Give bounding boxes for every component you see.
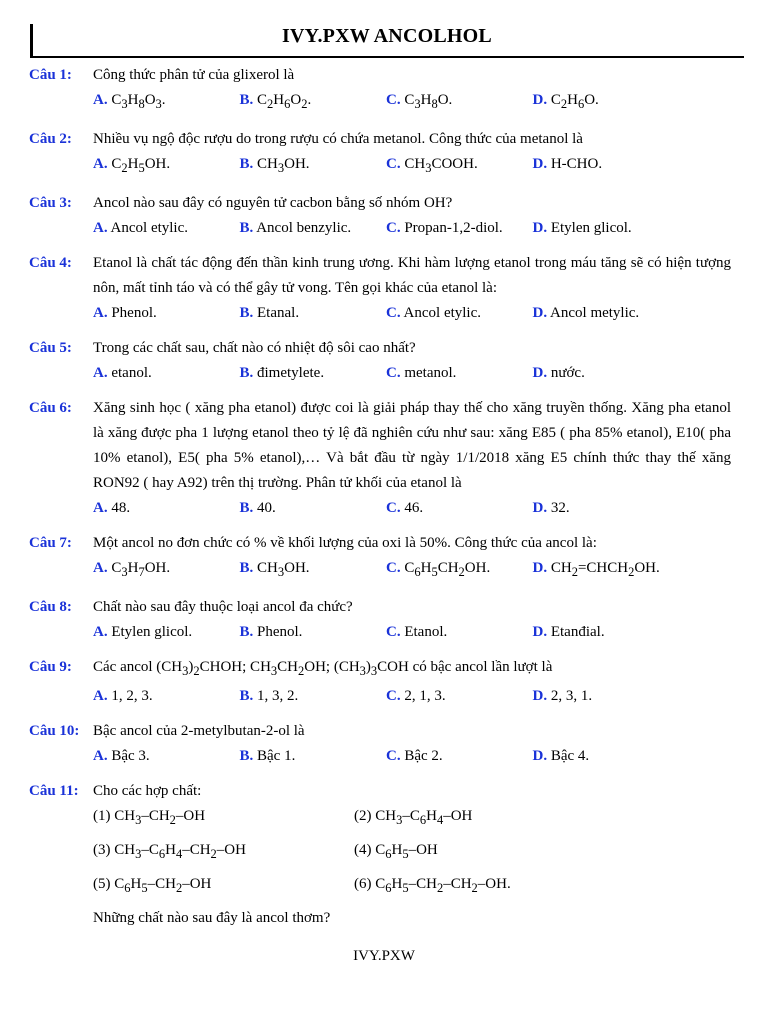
question-stem bbox=[29, 595, 731, 620]
question-number: Câu 9: bbox=[29, 659, 72, 675]
question-11-prompt: Những chất nào sau đây là ancol thơm? bbox=[93, 910, 331, 926]
question-11 bbox=[29, 779, 731, 931]
option-text: $C_3H_8O_3$. bbox=[111, 92, 166, 111]
option-letter: D. bbox=[532, 156, 548, 172]
answer-option bbox=[533, 620, 680, 645]
option-text: Ancol etylic. bbox=[110, 220, 189, 236]
option-text: Bậc 1. bbox=[257, 748, 296, 764]
compound-item: (1) $CH_3-CH_2-OH$ bbox=[93, 808, 206, 827]
answer-options bbox=[93, 88, 731, 117]
option-letter: D. bbox=[532, 220, 548, 236]
option-text: Etanol. bbox=[404, 624, 448, 640]
option-letter: B. bbox=[239, 220, 254, 236]
option-letter: A. bbox=[93, 92, 108, 108]
option-text: $C_2H_5OH$. bbox=[111, 156, 171, 175]
question-stem bbox=[29, 396, 731, 496]
option-text: Ancol metylic. bbox=[550, 305, 640, 321]
question-text: Bậc ancol của 2-metylbutan-2-ol là bbox=[93, 723, 305, 739]
answer-option bbox=[93, 620, 240, 645]
option-letter: D. bbox=[532, 624, 548, 640]
answer-option bbox=[240, 496, 387, 521]
option-letter: B. bbox=[239, 92, 254, 108]
option-text: $CH_3OH$. bbox=[257, 560, 310, 579]
option-letter: A. bbox=[93, 500, 108, 516]
question-number: Câu 4: bbox=[29, 255, 72, 271]
answer-option bbox=[240, 361, 387, 386]
compound-item: (2) $CH_3-C_6H_4-OH$ bbox=[354, 808, 473, 827]
option-letter: D. bbox=[532, 305, 548, 321]
compound-list bbox=[93, 804, 731, 901]
option-letter: A. bbox=[93, 560, 108, 576]
answer-options bbox=[93, 361, 731, 386]
question-number: Câu 2: bbox=[29, 131, 72, 147]
answer-option bbox=[93, 301, 240, 326]
option-letter: C. bbox=[386, 748, 401, 764]
option-letter: D. bbox=[532, 688, 548, 704]
question-7 bbox=[29, 531, 731, 585]
option-letter: A. bbox=[93, 156, 108, 172]
compound-item: (5) $C_6H_5-CH_2-OH$ bbox=[93, 876, 212, 895]
option-letter: B. bbox=[239, 365, 254, 381]
answer-options bbox=[93, 744, 731, 769]
option-letter: C. bbox=[386, 220, 401, 236]
option-text: $CH_3OH$. bbox=[257, 156, 310, 175]
question-5 bbox=[29, 336, 731, 386]
question-1 bbox=[29, 63, 731, 117]
question-stem bbox=[29, 251, 731, 301]
answer-option bbox=[386, 744, 533, 769]
question-text: Công thức phân tử của glixerol là bbox=[93, 67, 295, 83]
answer-option bbox=[240, 88, 387, 117]
answer-option bbox=[533, 684, 680, 709]
answer-option bbox=[533, 88, 680, 117]
option-text: 46. bbox=[404, 500, 424, 516]
answer-option bbox=[386, 496, 533, 521]
answer-option bbox=[386, 556, 533, 585]
question-number: Câu 11: bbox=[29, 783, 79, 799]
answer-option bbox=[386, 216, 533, 241]
question-10 bbox=[29, 719, 731, 769]
question-text: Trong các chất sau, chất nào có nhiệt độ sôi cao nhất? bbox=[93, 340, 416, 356]
answer-option bbox=[240, 216, 387, 241]
option-text: nước. bbox=[550, 365, 585, 381]
answer-option bbox=[240, 684, 387, 709]
answer-option bbox=[93, 216, 240, 241]
question-number: Câu 5: bbox=[29, 340, 72, 356]
question-text: Một ancol no đơn chức có % về khối lượng của oxi là 50%. Công thức của ancol là: bbox=[93, 535, 597, 551]
option-text: Ancol etylic. bbox=[403, 305, 482, 321]
option-letter: D. bbox=[532, 92, 548, 108]
question-6 bbox=[29, 396, 731, 521]
answer-option bbox=[240, 556, 387, 585]
option-text: $C_2H_6O_2$. bbox=[257, 92, 312, 111]
question-number: Câu 10: bbox=[29, 723, 80, 739]
option-text: 1, 2, 3. bbox=[111, 688, 153, 704]
question-4 bbox=[29, 251, 731, 326]
option-text: $C_3H_8O$. bbox=[404, 92, 453, 111]
question-2 bbox=[29, 127, 731, 181]
answer-option bbox=[93, 361, 240, 386]
option-text: $C_3H_7OH$. bbox=[111, 560, 171, 579]
answer-options bbox=[93, 556, 731, 585]
answer-option bbox=[240, 301, 387, 326]
question-text: Cho các hợp chất: bbox=[93, 783, 202, 799]
answer-options bbox=[93, 152, 731, 181]
option-text: Phenol. bbox=[257, 624, 303, 640]
option-letter: C. bbox=[386, 365, 401, 381]
option-text: 48. bbox=[111, 500, 131, 516]
option-text: Etanal. bbox=[257, 305, 300, 321]
option-text: Etylen glicol. bbox=[550, 220, 632, 236]
option-text: $CH_2=CHCH_2OH$. bbox=[550, 560, 660, 579]
question-stem bbox=[29, 191, 731, 216]
question-stem bbox=[29, 336, 731, 361]
answer-option bbox=[93, 556, 240, 585]
option-text: Phenol. bbox=[111, 305, 157, 321]
option-letter: A. bbox=[93, 748, 108, 764]
document-title: IVY.PXW ANCOLHOL bbox=[282, 25, 492, 47]
option-text: đimetylete. bbox=[257, 365, 325, 381]
option-letter: D. bbox=[532, 500, 548, 516]
answer-option bbox=[386, 620, 533, 645]
option-letter: B. bbox=[239, 748, 254, 764]
question-text: Etanol là chất tác động đến thần kinh trung ương. Khi hàm lượng etanol trong máu tăng sẽ có hiện tượng nôn, mất tỉnh táo và có thể gây tử vong. Tên gọi khác của etanol là: bbox=[93, 255, 731, 296]
answer-option bbox=[386, 684, 533, 709]
page-footer: IVY.PXW bbox=[353, 948, 415, 964]
option-letter: B. bbox=[239, 156, 254, 172]
answer-options bbox=[93, 684, 731, 709]
answer-option bbox=[533, 152, 680, 181]
option-letter: A. bbox=[93, 365, 108, 381]
answer-option bbox=[386, 361, 533, 386]
option-text: 2, 3, 1. bbox=[550, 688, 593, 704]
answer-options bbox=[93, 216, 731, 241]
question-text: Ancol nào sau đây có nguyên tử cacbon bằng số nhóm OH? bbox=[93, 195, 453, 211]
option-letter: D. bbox=[532, 748, 548, 764]
option-letter: B. bbox=[239, 624, 254, 640]
option-text: Bậc 3. bbox=[111, 748, 150, 764]
document-header bbox=[30, 22, 744, 58]
answer-options bbox=[93, 301, 731, 326]
option-letter: C. bbox=[386, 560, 401, 576]
answer-option bbox=[386, 152, 533, 181]
answer-option bbox=[93, 496, 240, 521]
answer-option bbox=[533, 361, 680, 386]
option-letter: A. bbox=[93, 624, 108, 640]
question-text: Xăng sinh học ( xăng pha etanol) được coi là giải pháp thay thế cho xăng truyền thống. Xăng pha etanol là xăng được pha 1 lượng etanol theo tỷ lệ đã nghiên cứu như sau: xăng E85 ( pha 85% etanol), E10( pha 10% etanol), E5( pha 5% etanol),… Và bắt đầu từ ngày 1/1/2018 xăng E5 chính thức thay thế xăng RON92 ( hay A92) trên thị trường. Phân tử khối của etanol là bbox=[93, 400, 731, 491]
option-letter: C. bbox=[386, 688, 401, 704]
question-8 bbox=[29, 595, 731, 645]
compound-item: (4) $C_6H_5-OH$ bbox=[354, 842, 438, 861]
answer-option bbox=[533, 301, 680, 326]
option-letter: C. bbox=[386, 92, 401, 108]
option-letter: C. bbox=[386, 305, 401, 321]
question-text: Chất nào sau đây thuộc loại ancol đa chức? bbox=[93, 599, 353, 615]
question-stem bbox=[29, 719, 731, 744]
answer-option bbox=[240, 744, 387, 769]
option-letter: B. bbox=[239, 500, 254, 516]
question-stem bbox=[29, 655, 731, 684]
question-text: Các ancol $(CH_3)_2CHOH$; $CH_3CH_2OH$; $(CH_3)_3COH$ có bậc ancol lần lượt là bbox=[93, 659, 553, 678]
option-text: 1, 3, 2. bbox=[257, 688, 299, 704]
answer-option bbox=[533, 496, 680, 521]
option-text: Bậc 2. bbox=[404, 748, 443, 764]
option-letter: B. bbox=[239, 560, 254, 576]
option-text: H-CHO. bbox=[550, 156, 603, 172]
option-text: 32. bbox=[550, 500, 570, 516]
option-text: Etylen glicol. bbox=[111, 624, 193, 640]
answer-option bbox=[240, 152, 387, 181]
question-number: Câu 7: bbox=[29, 535, 72, 551]
question-text: Nhiều vụ ngộ độc rượu do trong rượu có chứa metanol. Công thức của metanol là bbox=[93, 131, 583, 147]
option-letter: C. bbox=[386, 500, 401, 516]
question-3 bbox=[29, 191, 731, 241]
option-text: $CH_3COOH$. bbox=[404, 156, 478, 175]
option-letter: A. bbox=[93, 305, 108, 321]
option-text: 2, 1, 3. bbox=[404, 688, 446, 704]
option-text: Etanđial. bbox=[550, 624, 605, 640]
option-letter: D. bbox=[532, 560, 548, 576]
option-letter: B. bbox=[239, 305, 254, 321]
question-number: Câu 8: bbox=[29, 599, 72, 615]
question-stem bbox=[29, 63, 731, 88]
answer-options bbox=[93, 496, 731, 521]
answer-option bbox=[533, 216, 680, 241]
mc-questions bbox=[29, 63, 731, 769]
option-text: etanol. bbox=[111, 365, 152, 381]
option-letter: A. bbox=[93, 220, 108, 236]
question-list bbox=[29, 63, 731, 941]
question-number: Câu 3: bbox=[29, 195, 72, 211]
option-text: Ancol benzylic. bbox=[256, 220, 352, 236]
question-number: Câu 6: bbox=[29, 400, 72, 416]
question-9 bbox=[29, 655, 731, 709]
answer-option bbox=[93, 88, 240, 117]
question-number: Câu 1: bbox=[29, 67, 72, 83]
question-stem bbox=[29, 127, 731, 152]
option-letter: C. bbox=[386, 624, 401, 640]
option-letter: A. bbox=[93, 688, 108, 704]
option-text: $C_2H_6O$. bbox=[550, 92, 599, 111]
answer-option bbox=[93, 152, 240, 181]
option-text: Propan-1,2-diol. bbox=[404, 220, 503, 236]
option-text: 40. bbox=[257, 500, 276, 516]
option-text: metanol. bbox=[404, 365, 457, 381]
option-letter: C. bbox=[386, 156, 401, 172]
answer-option bbox=[386, 301, 533, 326]
option-text: Bậc 4. bbox=[550, 748, 590, 764]
option-letter: B. bbox=[239, 688, 254, 704]
answer-option bbox=[533, 744, 680, 769]
option-letter: D. bbox=[532, 365, 548, 381]
answer-option bbox=[240, 620, 387, 645]
answer-option bbox=[533, 556, 680, 585]
compound-item: (6) $C_6H_5-CH_2-CH_2-OH$. bbox=[354, 876, 511, 895]
question-stem bbox=[29, 531, 731, 556]
question-stem bbox=[29, 779, 731, 804]
answer-option bbox=[93, 744, 240, 769]
answer-option bbox=[93, 684, 240, 709]
answer-option bbox=[386, 88, 533, 117]
answer-options bbox=[93, 620, 731, 645]
compound-item: (3) $CH_3-C_6H_4-CH_2-OH$ bbox=[93, 842, 246, 861]
option-text: $C_6H_5CH_2OH$. bbox=[404, 560, 491, 579]
